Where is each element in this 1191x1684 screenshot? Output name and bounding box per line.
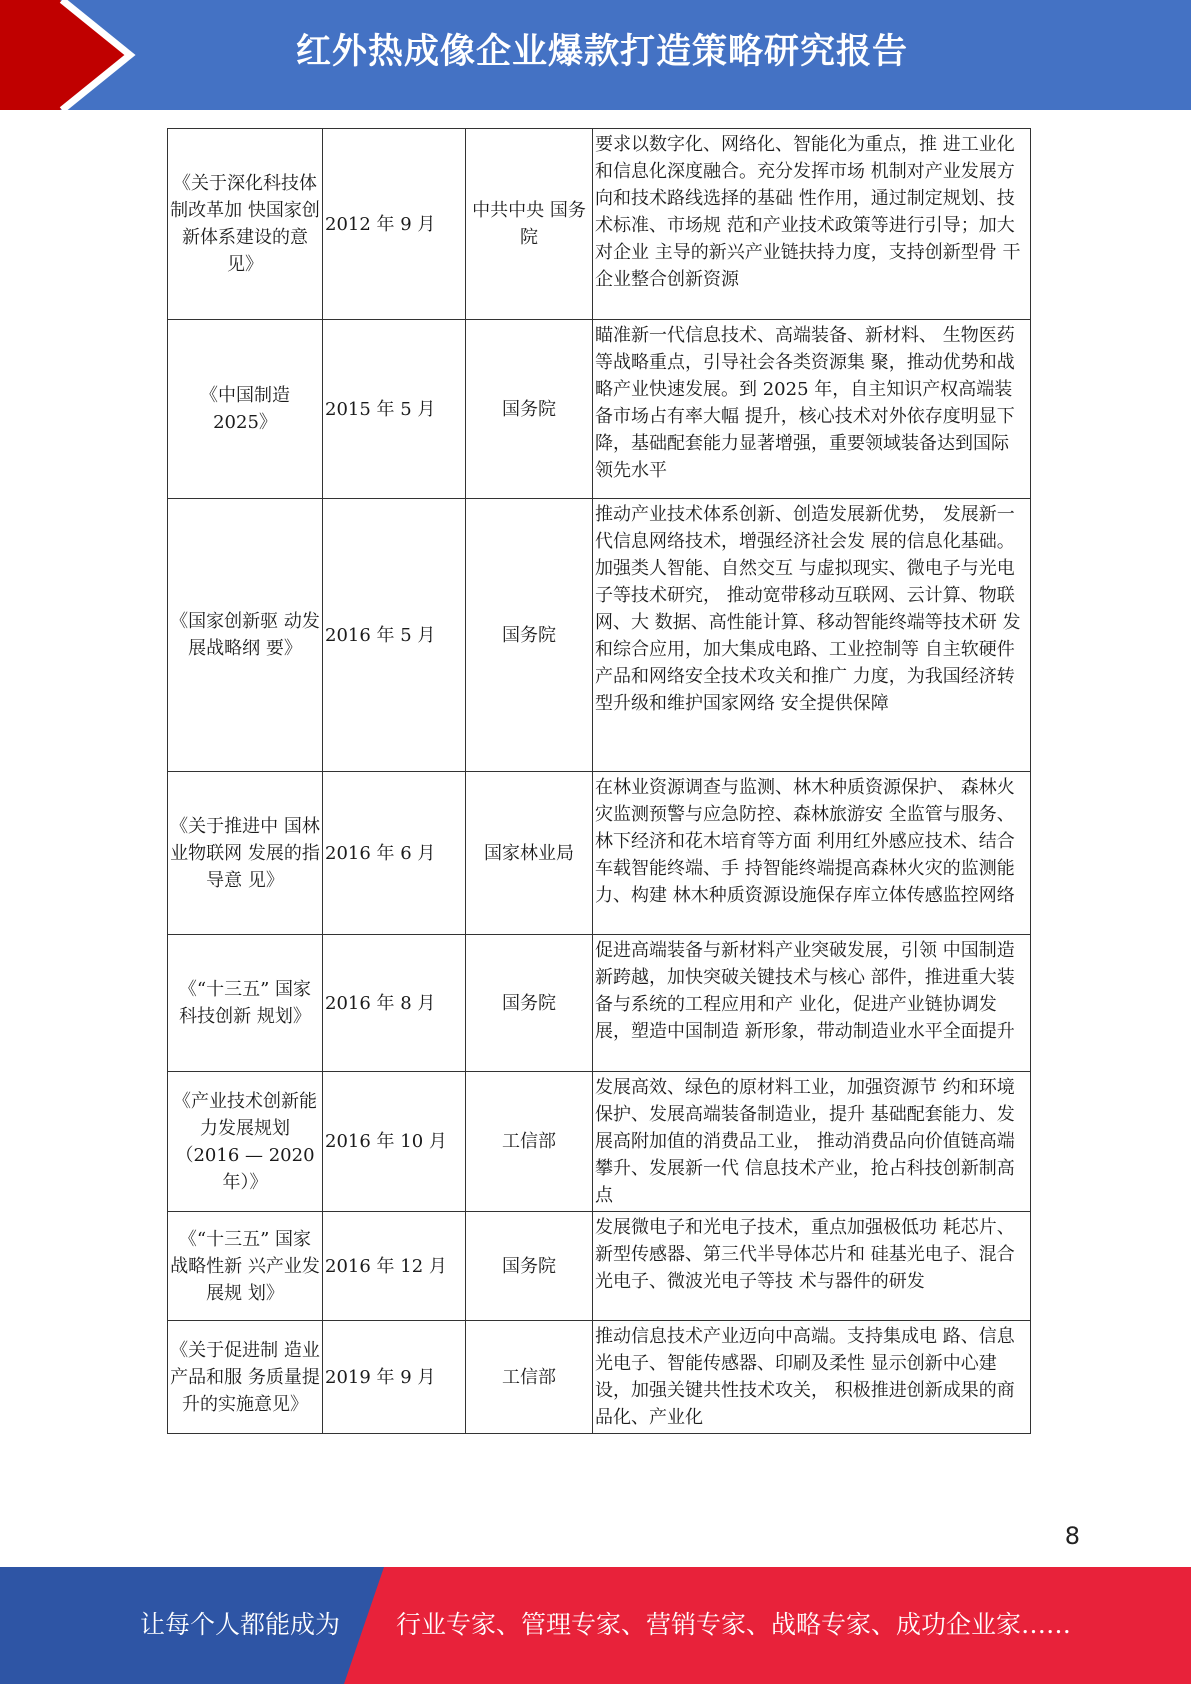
policy-table-body: [168, 129, 1031, 1434]
issuing-body-cell: 国务院: [466, 499, 593, 772]
issue-date-cell: 2016 年 10 月: [323, 1072, 466, 1212]
policy-name-cell: 《“十三五” 国家战略性新 兴产业发展规 划》: [168, 1212, 323, 1321]
policy-name-cell: 《关于促进制 造业产品和服 务质量提升的实施意见》: [168, 1321, 323, 1434]
issuing-body-cell: 国务院: [466, 1212, 593, 1321]
policy-name-cell: 《中国制造 2025》: [168, 320, 323, 499]
issuing-body-cell: 工信部: [466, 1321, 593, 1434]
issue-date-cell: 2016 年 5 月: [323, 499, 466, 772]
issue-date-cell: 2016 年 6 月: [323, 772, 466, 935]
policy-content-cell: 促进高端装备与新材料产业突破发展，引领 中国制造新跨越，加快突破关键技术与核心 部件，推进重大装备与系统的工程应用和产 业化，促进产业链协调发展，塑造中国制造 新形象，带动制造业水平全面提升: [593, 935, 1031, 1072]
table-row: [168, 1212, 1031, 1321]
page-number: 8: [1064, 1522, 1080, 1550]
issue-date-cell: 2012 年 9 月: [323, 129, 466, 320]
issuing-body-cell: 工信部: [466, 1072, 593, 1212]
table-row: [168, 129, 1031, 320]
policy-content-cell: 瞄准新一代信息技术、高端装备、新材料、 生物医药等战略重点，引导社会各类资源集 聚，推动优势和战略产业快速发展。到 2025 年，自主知识产权高端装备市场占有率大幅 提升，核心技术对外依存度明显下降，基础配套能力显著增强，重要领域装备达到国际 领先水平: [593, 320, 1031, 499]
policy-content-cell: 在林业资源调查与监测、林木种质资源保护、 森林火灾监测预警与应急防控、森林旅游安 全监管与服务、林下经济和花木培育等方面 利用红外感应技术、结合车载智能终端、手 持智能终端提高森林火灾的监测能力、构建 林木种质资源设施保存库立体传感监控网络: [593, 772, 1031, 935]
footer-slogan-left: 让每个人都能成为: [140, 1610, 341, 1639]
policy-content-cell: 发展高效、绿色的原材料工业，加强资源节 约和环境保护、发展高端装备制造业，提升 基础配套能力、发展高附加值的消费品工业， 推动消费品向价值链高端攀升、发展新一代 信息技术产业，抢占科技创新制高点: [593, 1072, 1031, 1212]
policy-name-cell: 《关于深化科技体制改革加 快国家创新体系建设的意 见》: [168, 129, 323, 320]
table-row: [168, 935, 1031, 1072]
issue-date-cell: 2019 年 9 月: [323, 1321, 466, 1434]
table-row: [168, 1321, 1031, 1434]
policy-table: [167, 128, 1031, 1434]
policy-name-cell: 《产业技术创新能力发展规划（2016 — 2020 年）》: [168, 1072, 323, 1212]
page-header: [0, 0, 1191, 110]
table-row: [168, 772, 1031, 935]
issuing-body-cell: 中共中央 国务院: [466, 129, 593, 320]
policy-content-cell: 要求以数字化、网络化、智能化为重点，推 进工业化和信息化深度融合。充分发挥市场 机制对产业发展方向和技术路线选择的基础 性作用，通过制定规划、技术标准、市场规 范和产业技术政策等进行引导；加大对企业 主导的新兴产业链扶持力度，支持创新型骨 干企业整合创新资源: [593, 129, 1031, 320]
issue-date-cell: 2015 年 5 月: [323, 320, 466, 499]
table-row: [168, 1072, 1031, 1212]
policy-content-cell: 推动信息技术产业迈向中高端。支持集成电 路、信息光电子、智能传感器、印刷及柔性 显示创新中心建设，加强关键共性技术攻关， 积极推进创新成果的商品化、产业化: [593, 1321, 1031, 1434]
page-footer: [0, 1567, 1191, 1684]
report-title: 红外热成像企业爆款打造策略研究报告: [296, 32, 909, 72]
policy-name-cell: 《关于推进中 国林业物联网 发展的指导意 见》: [168, 772, 323, 935]
policy-name-cell: 《“十三五” 国家科技创新 规划》: [168, 935, 323, 1072]
policy-content-cell: 发展微电子和光电子技术，重点加强极低功 耗芯片、新型传感器、第三代半导体芯片和 硅基光电子、混合光电子、微波光电子等技 术与器件的研发: [593, 1212, 1031, 1321]
policy-name-cell: 《国家创新驱 动发展战略纲 要》: [168, 499, 323, 772]
issuing-body-cell: 国家林业局: [466, 772, 593, 935]
table-row: [168, 499, 1031, 772]
issuing-body-cell: 国务院: [466, 935, 593, 1072]
policy-content-cell: 推动产业技术体系创新、创造发展新优势， 发展新一代信息网络技术，增强经济社会发 展的信息化基础。加强类人智能、自然交互 与虚拟现实、微电子与光电子等技术研究， 推动宽带移动互联网、云计算、物联网、大 数据、高性能计算、移动智能终端等技术研 发和综合应用，加大集成电路、工业控制等 自主软硬件产品和网络安全技术攻关和推广 力度，为我国经济转型升级和维护国家网络 安全提供保障: [593, 499, 1031, 772]
issue-date-cell: 2016 年 8 月: [323, 935, 466, 1072]
footer-slogan-right: 行业专家、管理专家、营销专家、战略专家、成功企业家……: [396, 1610, 1072, 1639]
issue-date-cell: 2016 年 12 月: [323, 1212, 466, 1321]
table-row: [168, 320, 1031, 499]
issuing-body-cell: 国务院: [466, 320, 593, 499]
